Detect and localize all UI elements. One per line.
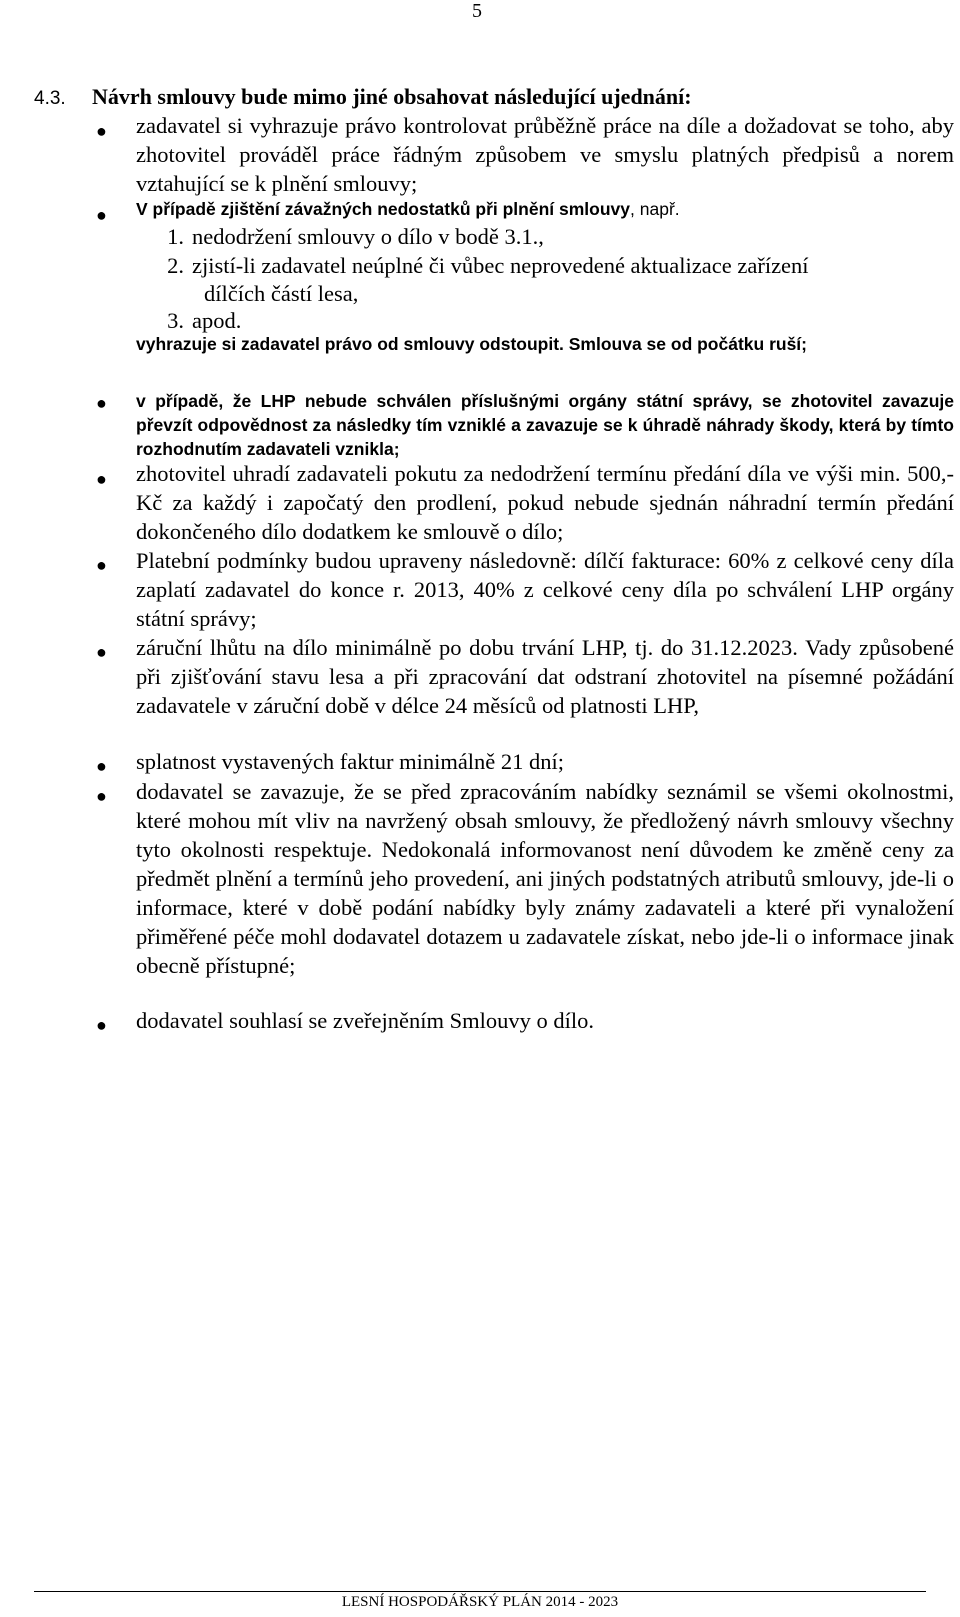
bullet-icon: ●: [96, 756, 107, 776]
section-title: Návrh smlouvy bude mimo jiné obsahovat následující ujednání:: [92, 84, 692, 109]
page-footer: LESNÍ HOSPODÁŘSKÝ PLÁN 2014 - 2023: [341, 1594, 619, 1610]
numbered-item: [148, 251, 809, 280]
item-number: 1.: [167, 224, 184, 249]
numbered-item-continuation: dílčích částí lesa,: [204, 281, 359, 306]
list-item: [136, 197, 954, 221]
list-item: dodavatel se zavazuje, že se před zpracováním nabídky seznámil se všemi okolnostmi, které mohou mít vliv na navržený obsah smlouvy, že předložený návrh smlouvy všechny tyto okolnosti respektuje. Nedokonalá informovanost není důvodem ke změně ceny za předmět plnění a termínů jeho provedení, ani jiných podstatných atributů smlouvy, jde-li o informace, které v době podání nabídky byly známy zadavateli a které při vynaložení přiměřené péče mohl dodavatel dotazem u zadavatele získat, nebo jde-li o informace jinak obecně přístupné;: [136, 779, 954, 978]
bullet-icon: ●: [96, 393, 107, 413]
section-heading: [34, 84, 692, 110]
item-text: , např.: [630, 199, 680, 219]
item-conclusion: vyhrazuje si zadavatel právo od smlouvy odstoupit. Smlouva se od počátku ruší;: [136, 334, 807, 354]
list-item: zhotovitel uhradí zadavateli pokutu za nedodržení termínu předání díla ve výši min. 500,- Kč za každý i započatý den prodlení, pokud nebude sjednán náhradní termín předání dokončeného dílo dodatkem ke smlouvě o dílo;: [136, 461, 954, 544]
item-text: apod.: [192, 308, 242, 333]
list-item: splatnost vystavených faktur minimálně 21 dní;: [136, 749, 565, 774]
bullet-icon: ●: [96, 786, 107, 806]
item-text: nedodržení smlouvy o dílo v bodě 3.1.,: [192, 224, 544, 249]
bullet-icon: ●: [96, 642, 107, 662]
numbered-item: [148, 222, 544, 251]
list-item: zadavatel si vyhrazuje právo kontrolovat průběžně práce na díle a dožadovat se toho, aby zhotovitel prováděl práce řádným způsobem ve smyslu platných předpisů a norem vztahující se k plnění smlouvy;: [136, 113, 954, 196]
list-item: záruční lhůtu na dílo minimálně po dobu trvání LHP, tj. do 31.12.2023. Vady způsobené při zjišťování stavu lesa a při zpracování dat odstraní zhotovitel na písemné požádání zadavatele v záruční době v délce 24 měsíců od platnosti LHP,: [136, 635, 954, 718]
footer-divider: [34, 1591, 926, 1592]
page-number: 5: [472, 0, 482, 22]
bullet-icon: ●: [96, 121, 107, 141]
list-item: v případě, že LHP nebude schválen příslušnými orgány státní správy, se zhotovitel zavazuje převzít odpovědnost za následky tím vzniklé a zavazuje se k úhradě náhrady škody, která by tímto rozhodnutím zadavateli vznikla;: [136, 391, 954, 459]
section-number: 4.3.: [34, 88, 66, 109]
item-text: zjistí-li zadavatel neúplné či vůbec neprovedené aktualizace zařízení: [192, 253, 809, 278]
bullet-icon: ●: [96, 469, 107, 489]
numbered-item: [148, 306, 241, 335]
emphasis-text: V případě zjištění závažných nedostatků při plnění smlouvy: [136, 199, 631, 219]
list-item: Platební podmínky budou upraveny následovně: dílčí fakturace: 60% z celkové ceny díla zaplatí zadavatel do konce r. 2013, 40% z celkové ceny díla po schválení LHP orgány státní správy;: [136, 548, 954, 631]
bullet-icon: ●: [96, 1015, 107, 1035]
item-number: 3.: [167, 308, 184, 333]
list-item: dodavatel souhlasí se zveřejněním Smlouvy o dílo.: [136, 1008, 595, 1033]
bullet-icon: ●: [96, 205, 107, 225]
bullet-icon: ●: [96, 555, 107, 575]
item-number: 2.: [167, 253, 184, 278]
